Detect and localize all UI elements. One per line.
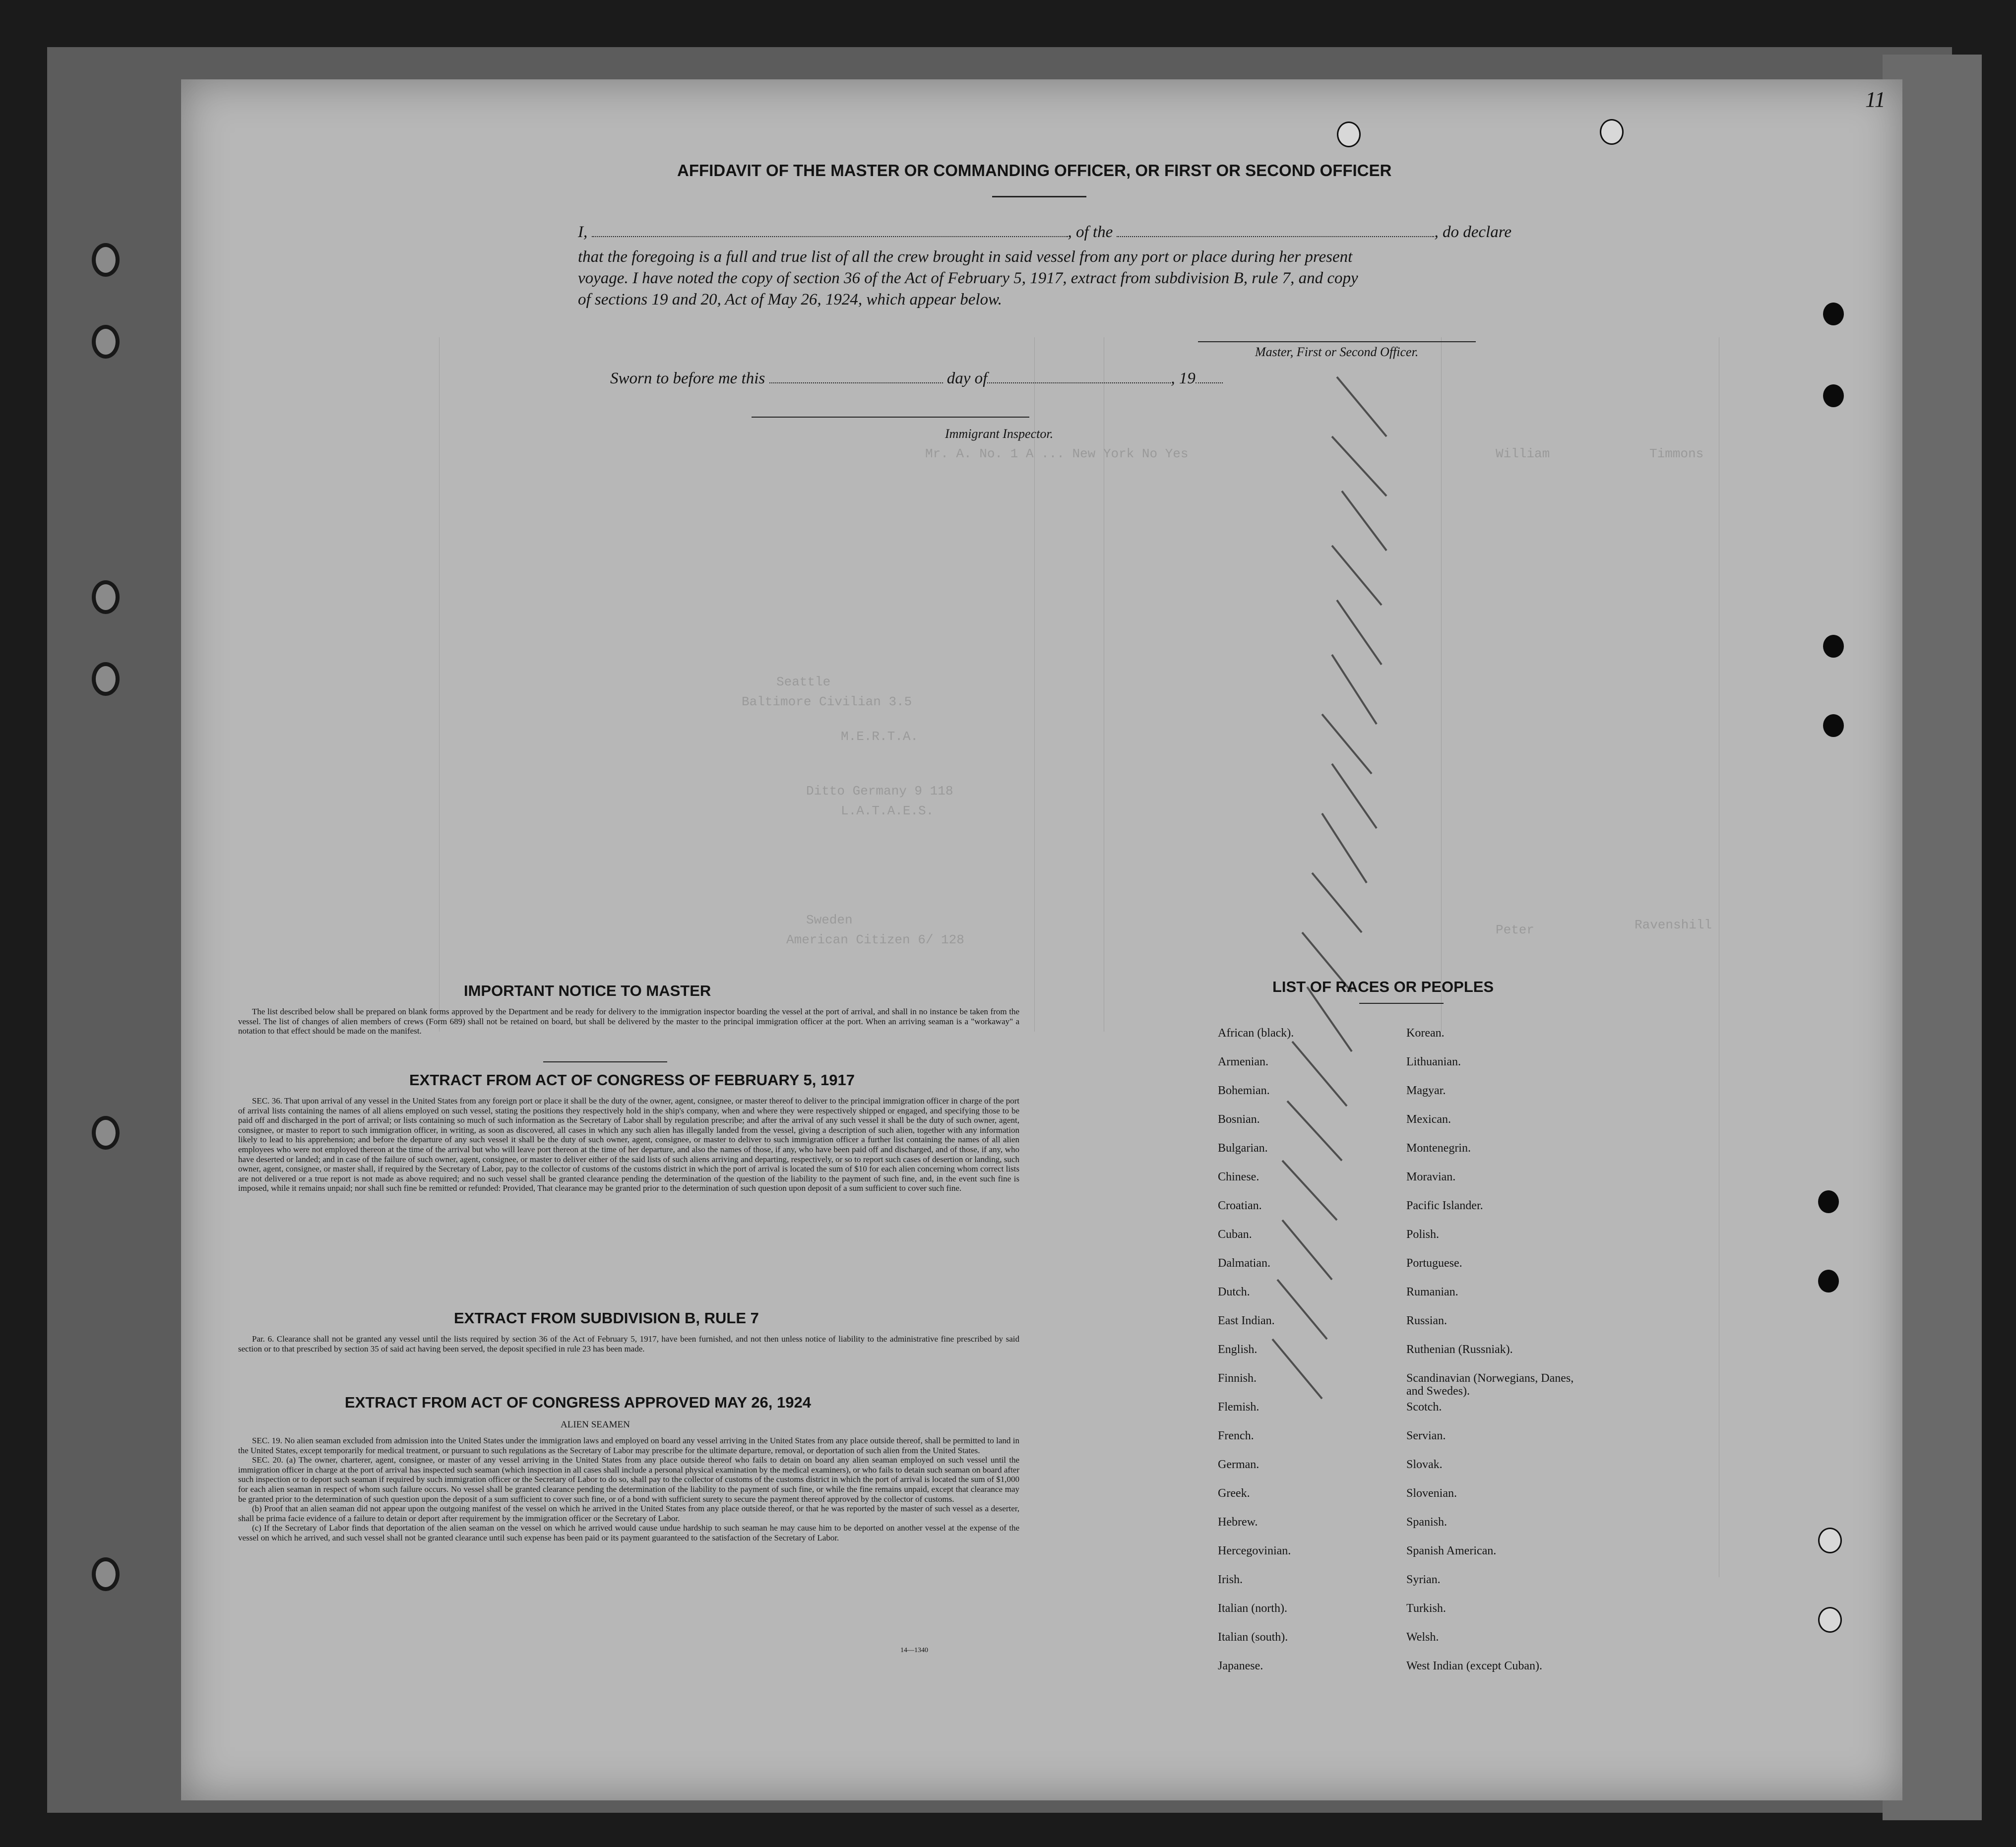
vessel-blank[interactable] [1117, 231, 1434, 237]
race-item: Japanese. [1218, 1660, 1263, 1672]
race-item: Ruthenian (Russniak). [1406, 1343, 1513, 1356]
punch-hole [1337, 122, 1361, 147]
ditto-marks [1262, 367, 1421, 1557]
race-item: Bulgarian. [1218, 1142, 1268, 1155]
year-prefix-label: , 19 [1171, 369, 1196, 387]
manifest-page: Mr. A. No. 1 A ... New York No Yes William Timmons Seattle Baltimore Civilian 3.5 M.E.R.T.A. Ditto Germany 9 118 L.A.T.A.E.S. Sweden American Citizen 6/ 128 Peter Ravenshill AFFIDAVIT OF THE MASTER OR COMMANDING OFFICER, OR FIRST OR SECOND OFFICER I, , of the , do declare that the foregoing is a full and true list of all the crew brought in said vessel from any port or place during her present voyage. I have noted the copy of section 36 of the Act of February 5, 1917, extract from subdivision B, rule 7, and copy of sections 19 and 20, Act of May 26, 1924, which appear below. Master, First or Second Officer. Sworn to before me this day of , 19 Immigrant Inspector. IMPORTANT NOTICE TO MASTER The list described below shall be prepared on blank forms approved by the Department and be ready for delivery to the immigration inspector boarding the vessel at the port of arrival, and shall in no instance be taken from the vessel. The list of changes of alien members of crews (Form 689) shall not be retained on board, but shall be delivered by the master to the principal immigration officer at the port. When an arriving seaman is a "workaway" a notation to that effect should be made on the manifest. EXTRACT FROM ACT OF CONGRESS OF FEBRUARY 5, 1917 SEC. 36. That upon arrival of any vessel in the United States from any foreign port or place it shall be the duty of the owner, agent, consignee, or master thereof to deliver to the principal immigration officer in charge of the port of arrival lists containing the names of all aliens employed on such vessel, stating the positions they respectively hold in the ship's company, when and where they were respectively shipped or engaged, and specifying those to be paid off and discharged in the port of arrival; or lists containing so much of such information as the Secretary of Labor shall by regulation prescribe; and after the arrival of any such vessel it shall be the duty of such owner, agent, consignee, or master to report to such immigration officer, in writing, as soon as discovered, all cases in which any such alien has illegally landed from the vessel, giving a description of such alien, together with any information likely to lead to his apprehension; and before the departure of any such vessel it shall be the duty of such owner, agent, consignee, or master to deliver to such immigration officer a further list containing the names of all alien employees who were not employed thereon at the time of the arrival but who will leave port thereon at the time of her departure, and also the names of those, if any, who have been paid off and discharged, and of those, if any, who have deserted or landed; and in case of the failure of such owner, agent, consignee, or master to deliver either of the said lists of such aliens arriving and departing, respectively, or so to report such cases of desertion or landing, such owner, agent, consignee, or master shall, if required by the Secretary of Labor, pay to the collector of customs of the customs district in which the port of arrival is located the sum of $10 for each alien concerning whom correct lists are not delivered or a true report is not made as above required; and no such vessel shall be granted clearance pending the determination of the question of the liability to the payment of such fine, and, in the event such fine is imposed, while it remains unpaid; nor shall such fine be remitted or refunded: Provided, That clearance may be granted prior to the determination of such question upon deposit of a sum sufficient to cover such fine. EXTRACT FROM SUBDIVISION B, RULE 7 Par. 6. Clearance shall not be granted any vessel until the lists required by section 36 of the Act of February 5, 1917, have been furnished, and not then unless notice of liability to the administrative fine prescribed by said section or to that prescribed by section 35 of said act having been served, the deposit specified in rule 23 has been made. EXTRACT FROM ACT OF CONGRESS APPROVED MAY 26, 1924 ALIEN SEAMEN SEC. 19. No alien seaman excluded from admission into the United States under the immigration laws and employed on board any vessel arriving in the United States from any place outside thereof, shall be permitted to land in the United States, except temporarily for medical treatment, or pursuant to such regulations as the Secretary of Labor may prescribe for the ultimate departure, removal, or deportation of such alien from the United States. SEC. 20. (a) The owner, charterer, agent, consignee, or master of any vessel arriving in the United States from any place outside thereof who fails to detain on board any alien seaman employed on such vessel until the immigration officer in charge at the port of arrival has inspected such seaman (which inspection in all cases shall include a personal physical examination by the medical examiners), or who fails to detain such seaman on board after such inspection or to deport such seaman if required by such immigration officer or the Secretary of Labor to do so, shall pay to the collector of customs of the customs district in which the port of arrival is located the sum of $1,000 for each alien seaman in respect of whom such failure occurs. No vessel shall be granted clearance pending the determination of the liability to the payment of such fine, or while the fine remains unpaid, except that clearance may be granted prior to the determination of such question upon the deposit of a sum sufficient to cover such fine, or of a bond with sufficient surety to secure the payment thereof approved by the collector of customs. (b) Proof that an alien seaman did not appear upon the outgoing manifest of the vessel on which he arrived in the United States from any place outside thereof, or that he was reported by the master of such vessel as a deserter, shall be prima facie evidence of a failure to detain or deport after requirement by the immigration officer or the Secretary of Labor. (c) If the Secretary of Labor finds that deportation of the alien seaman on the vessel on which he arrived would cause undue hardship to such seaman he may cause him to be deported on another vessel at the expense of the vessel on which he arrived, and such vessel shall not be granted clearance until such expense has been paid or its payment guaranteed to the satisfaction of the Secretary of Labor. 14—1340 LIST OF RACES OR PEOPLES African (black). Armenian. Bohemian. Bosnian. Bulgarian. Chinese. Croatian. Cuban. Dalmatian. Dutch. East Indian. English. Finnish. Flemish. French. German. Greek. Hebrew. Hercegovinian. Irish. Italian (north). Italian (south). Japanese. Korean. Lithuanian. Magyar. Mexican. Montenegrin. Moravian. Pacific Islander. Polish. Portuguese. Rumanian. Russian. Ruthenian (Russniak). Scandinavian (Norwegians, Danes, and Swedes). Scotch. Servian. Slovak. Slovenian. Spanish. Spanish American. Syrian. Turkish. Welsh. West Indian (except Cuban). [181, 79, 1902, 1800]
divider [1359, 1003, 1444, 1004]
do-declare-label: , do declare [1434, 223, 1512, 241]
punch-hole [1818, 1270, 1839, 1293]
race-item: Lithuanian. [1406, 1055, 1461, 1068]
race-item: Bohemian. [1218, 1084, 1270, 1097]
binder-ring [92, 580, 120, 614]
punch-hole [1818, 1190, 1839, 1213]
race-item: Italian (north). [1218, 1602, 1287, 1615]
race-item: West Indian (except Cuban). [1406, 1660, 1542, 1672]
inspector-label: Immigrant Inspector. [945, 427, 1054, 441]
race-item: Pacific Islander. [1406, 1199, 1483, 1212]
sec-19-paragraph: SEC. 19. No alien seaman excluded from admission into the United States under the immigration laws and employed on board any vessel arriving in the United States from any place outside thereof, shall be permitted to land in the United States, except temporarily for medical treatment, or pursuant to such regulations as the Secretary of Labor may prescribe for the ultimate departure, removal, or deportation of such alien from the United States. [238, 1436, 1019, 1455]
race-item: Mexican. [1406, 1113, 1451, 1126]
race-item: English. [1218, 1343, 1258, 1356]
binder-ring [92, 325, 120, 359]
race-item: Scandinavian (Norwegians, Danes, and Swedes). [1406, 1372, 1574, 1398]
race-item: African (black). [1218, 1027, 1294, 1040]
name-blank[interactable] [592, 231, 1068, 237]
sworn-month-blank[interactable] [987, 377, 1171, 383]
sec-20b-paragraph: (b) Proof that an alien seaman did not appear upon the outgoing manifest of the vessel on which he arrived in the United States from any place outside thereof, or that he was reported by the master of such vessel as a deserter, shall be prima facie evidence of a failure to detain or deport after requirement by the immigration officer or the Secretary of Labor. [238, 1504, 1019, 1523]
race-item: Montenegrin. [1406, 1142, 1471, 1155]
race-item: Spanish. [1406, 1516, 1448, 1529]
master-signature-label: Master, First or Second Officer. [1255, 345, 1419, 359]
race-item: Magyar. [1406, 1084, 1446, 1097]
race-item: German. [1218, 1458, 1260, 1471]
extract-1917-heading: EXTRACT FROM ACT OF CONGRESS OF FEBRUARY 5, 1917 [409, 1071, 855, 1089]
inspector-signature-line[interactable] [752, 417, 1029, 418]
affidavit-heading: AFFIDAVIT OF THE MASTER OR COMMANDING OFFICER, OR FIRST OR SECOND OFFICER [677, 161, 1392, 180]
extract-1917-body [238, 1096, 1019, 1193]
extract-1924-heading: EXTRACT FROM ACT OF CONGRESS APPROVED MAY 26, 1924 [345, 1394, 811, 1411]
race-item: Servian. [1406, 1429, 1446, 1442]
rule7-body [238, 1334, 1019, 1354]
binder-ring [92, 1116, 120, 1150]
sworn-day-blank[interactable] [769, 377, 943, 383]
of-the-label: , of the [1068, 223, 1113, 241]
race-item: Bosnian. [1218, 1113, 1260, 1126]
race-item: Croatian. [1218, 1199, 1262, 1212]
race-item: Finnish. [1218, 1372, 1257, 1385]
divider [992, 196, 1086, 197]
notice-body [238, 1007, 1019, 1036]
punch-hole [1818, 1607, 1842, 1633]
race-item: Russian. [1406, 1314, 1448, 1327]
punch-hole [1600, 119, 1624, 145]
binder-ring [92, 243, 120, 277]
day-of-label: day of [946, 369, 988, 387]
race-item: Dutch. [1218, 1286, 1250, 1298]
binder-ring [92, 662, 120, 696]
punch-hole [1823, 714, 1844, 737]
race-item: Turkish. [1406, 1602, 1446, 1615]
race-item: Dalmatian. [1218, 1257, 1270, 1270]
margin-note: 11 [1865, 87, 1886, 112]
alien-seamen-subheading: ALIEN SEAMEN [561, 1419, 630, 1430]
race-item: Slovenian. [1406, 1487, 1457, 1500]
divider [543, 1061, 667, 1062]
sec-36-paragraph: SEC. 36. That upon arrival of any vessel in the United States from any foreign port or place it shall be the duty of the owner, agent, consignee, or master thereof to deliver to the principal immigration officer in charge of the port of arrival lists containing the names of all aliens employed on such vessel, stating the positions they respectively hold in the ship's company, when and where they were respectively shipped or engaged, and specifying those to be paid off and discharged in the port of arrival; or lists containing so much of such information as the Secretary of Labor shall by regulation prescribe; and after the arrival of any such vessel it shall be the duty of such owner, agent, consignee, or master to report to such immigration officer, in writing, as soon as discovered, all cases in which any such alien has illegally landed from the vessel, giving a description of such alien, together with any information likely to lead to his apprehension; and before the departure of any such vessel it shall be the duty of such owner, agent, consignee, or master to deliver to such immigration officer a further list containing the names of all alien employees who were not employed thereon at the time of the arrival but who will leave port thereon at the time of her departure, and also the names of those, if any, who have been paid off and discharged, and of those, if any, who have deserted or landed; and in case of the failure of such owner, agent, consignee, or master to deliver either of the said lists of such aliens arriving and departing, respectively, or so to report such cases of desertion or landing, such owner, agent, consignee, or master shall, if required by the Secretary of Labor, pay to the collector of customs of the customs district in which the port of arrival is located the sum of $10 for each alien concerning whom correct lists are not delivered or a true report is not made as above required; and no such vessel shall be granted clearance pending the determination of the question of the liability to the payment of such fine, and, in the event such fine is imposed, while it remains unpaid; nor shall such fine be remitted or refunded: Provided, That clearance may be granted prior to the determination of such question upon deposit of a sum sufficient to cover such fine. [238, 1096, 1019, 1193]
race-item: Korean. [1406, 1027, 1445, 1040]
race-item: Hebrew. [1218, 1516, 1258, 1529]
sec-20c-paragraph: (c) If the Secretary of Labor finds that deportation of the alien seaman on the vessel on which he arrived would cause undue hardship to such seaman he may cause him to be deported on another vessel at the expense of the vessel on which he arrived, and such vessel shall not be granted clearance until such expense has been paid or its payment guaranteed to the satisfaction of the Secretary of Labor. [238, 1523, 1019, 1542]
race-item: Spanish American. [1406, 1544, 1497, 1557]
affidavit-line-4: of sections 19 and 20, Act of May 26, 1924, which appear below. [578, 291, 1002, 308]
race-item: Hercegovinian. [1218, 1544, 1291, 1557]
race-item: Chinese. [1218, 1170, 1260, 1183]
binder-ring [92, 1557, 120, 1591]
rule7-heading: EXTRACT FROM SUBDIVISION B, RULE 7 [454, 1309, 759, 1327]
race-item: East Indian. [1218, 1314, 1275, 1327]
notice-paragraph: The list described below shall be prepared on blank forms approved by the Department and be ready for delivery to the immigration inspector boarding the vessel at the port of arrival, and shall in no instance be taken from the vessel. The list of changes of alien members of crews (Form 689) shall not be retained on board, but shall be delivered by the master to the principal immigration officer at the port. When an arriving seaman is a "workaway" a notation to that effect should be made on the manifest. [238, 1007, 1019, 1036]
punch-hole [1823, 303, 1844, 325]
race-item: Syrian. [1406, 1573, 1441, 1586]
race-item: Armenian. [1218, 1055, 1268, 1068]
sworn-line [610, 369, 1223, 388]
punch-hole [1823, 384, 1844, 407]
race-item: Scotch. [1406, 1401, 1442, 1414]
notice-heading: IMPORTANT NOTICE TO MASTER [464, 982, 711, 999]
race-item: Slovak. [1406, 1458, 1443, 1471]
form-number: 14—1340 [900, 1647, 928, 1654]
races-heading: LIST OF RACES OR PEOPLES [1272, 978, 1494, 995]
race-item: Welsh. [1406, 1631, 1439, 1644]
race-item: Polish. [1406, 1228, 1440, 1241]
sec-20a-paragraph: SEC. 20. (a) The owner, charterer, agent, consignee, or master of any vessel arriving in the United States from any place outside thereof who fails to detain on board any alien seaman employed on such vessel until the immigration officer in charge at the port of arrival has inspected such seaman (which inspection in all cases shall include a personal physical examination by the medical examiners), or who fails to detain such seaman on board after such inspection or to deport such seaman if required by such immigration officer or the Secretary of Labor to do so, shall pay to the collector of customs of the customs district in which the port of arrival is located the sum of $1,000 for each alien seaman in respect of whom such failure occurs. No vessel shall be granted clearance pending the determination of the liability to the payment of such fine, or while the fine remains unpaid, except that clearance may be granted prior to the determination of such question upon the deposit of a sum sufficient to cover such fine, or of a bond with sufficient surety to secure the payment thereof approved by the collector of customs. [238, 1455, 1019, 1504]
sworn-label: Sworn to before me this [610, 369, 765, 387]
race-item: Cuban. [1218, 1228, 1252, 1241]
race-item: Portuguese. [1406, 1257, 1462, 1270]
affidavit-line-3: voyage. I have noted the copy of section 36 of the Act of February 5, 1917, extract from subdivision B, rule 7, and copy [578, 269, 1358, 287]
par-6-paragraph: Par. 6. Clearance shall not be granted any vessel until the lists required by section 36 of the Act of February 5, 1917, have been furnished, and not then unless notice of liability to the administrative fine prescribed by said section or to that prescribed by section 35 of said act having been served, the deposit specified in rule 23 has been made. [238, 1334, 1019, 1354]
race-item: Irish. [1218, 1573, 1243, 1586]
affidavit-line-1 [578, 223, 1512, 242]
race-item: Moravian. [1406, 1170, 1456, 1183]
race-item: Rumanian. [1406, 1286, 1458, 1298]
race-item: Italian (south). [1218, 1631, 1288, 1644]
affidavit-line-2: that the foregoing is a full and true list of all the crew brought in said vessel from any port or place during her present [578, 248, 1353, 266]
race-item: French. [1218, 1429, 1254, 1442]
punch-hole [1823, 635, 1844, 658]
extract-1924-body [238, 1436, 1019, 1543]
punch-hole [1818, 1528, 1842, 1553]
race-item: Flemish. [1218, 1401, 1260, 1414]
i-label: I, [578, 223, 588, 241]
sworn-year-blank[interactable] [1196, 377, 1223, 383]
race-item: Greek. [1218, 1487, 1250, 1500]
master-signature-line[interactable] [1198, 341, 1476, 342]
